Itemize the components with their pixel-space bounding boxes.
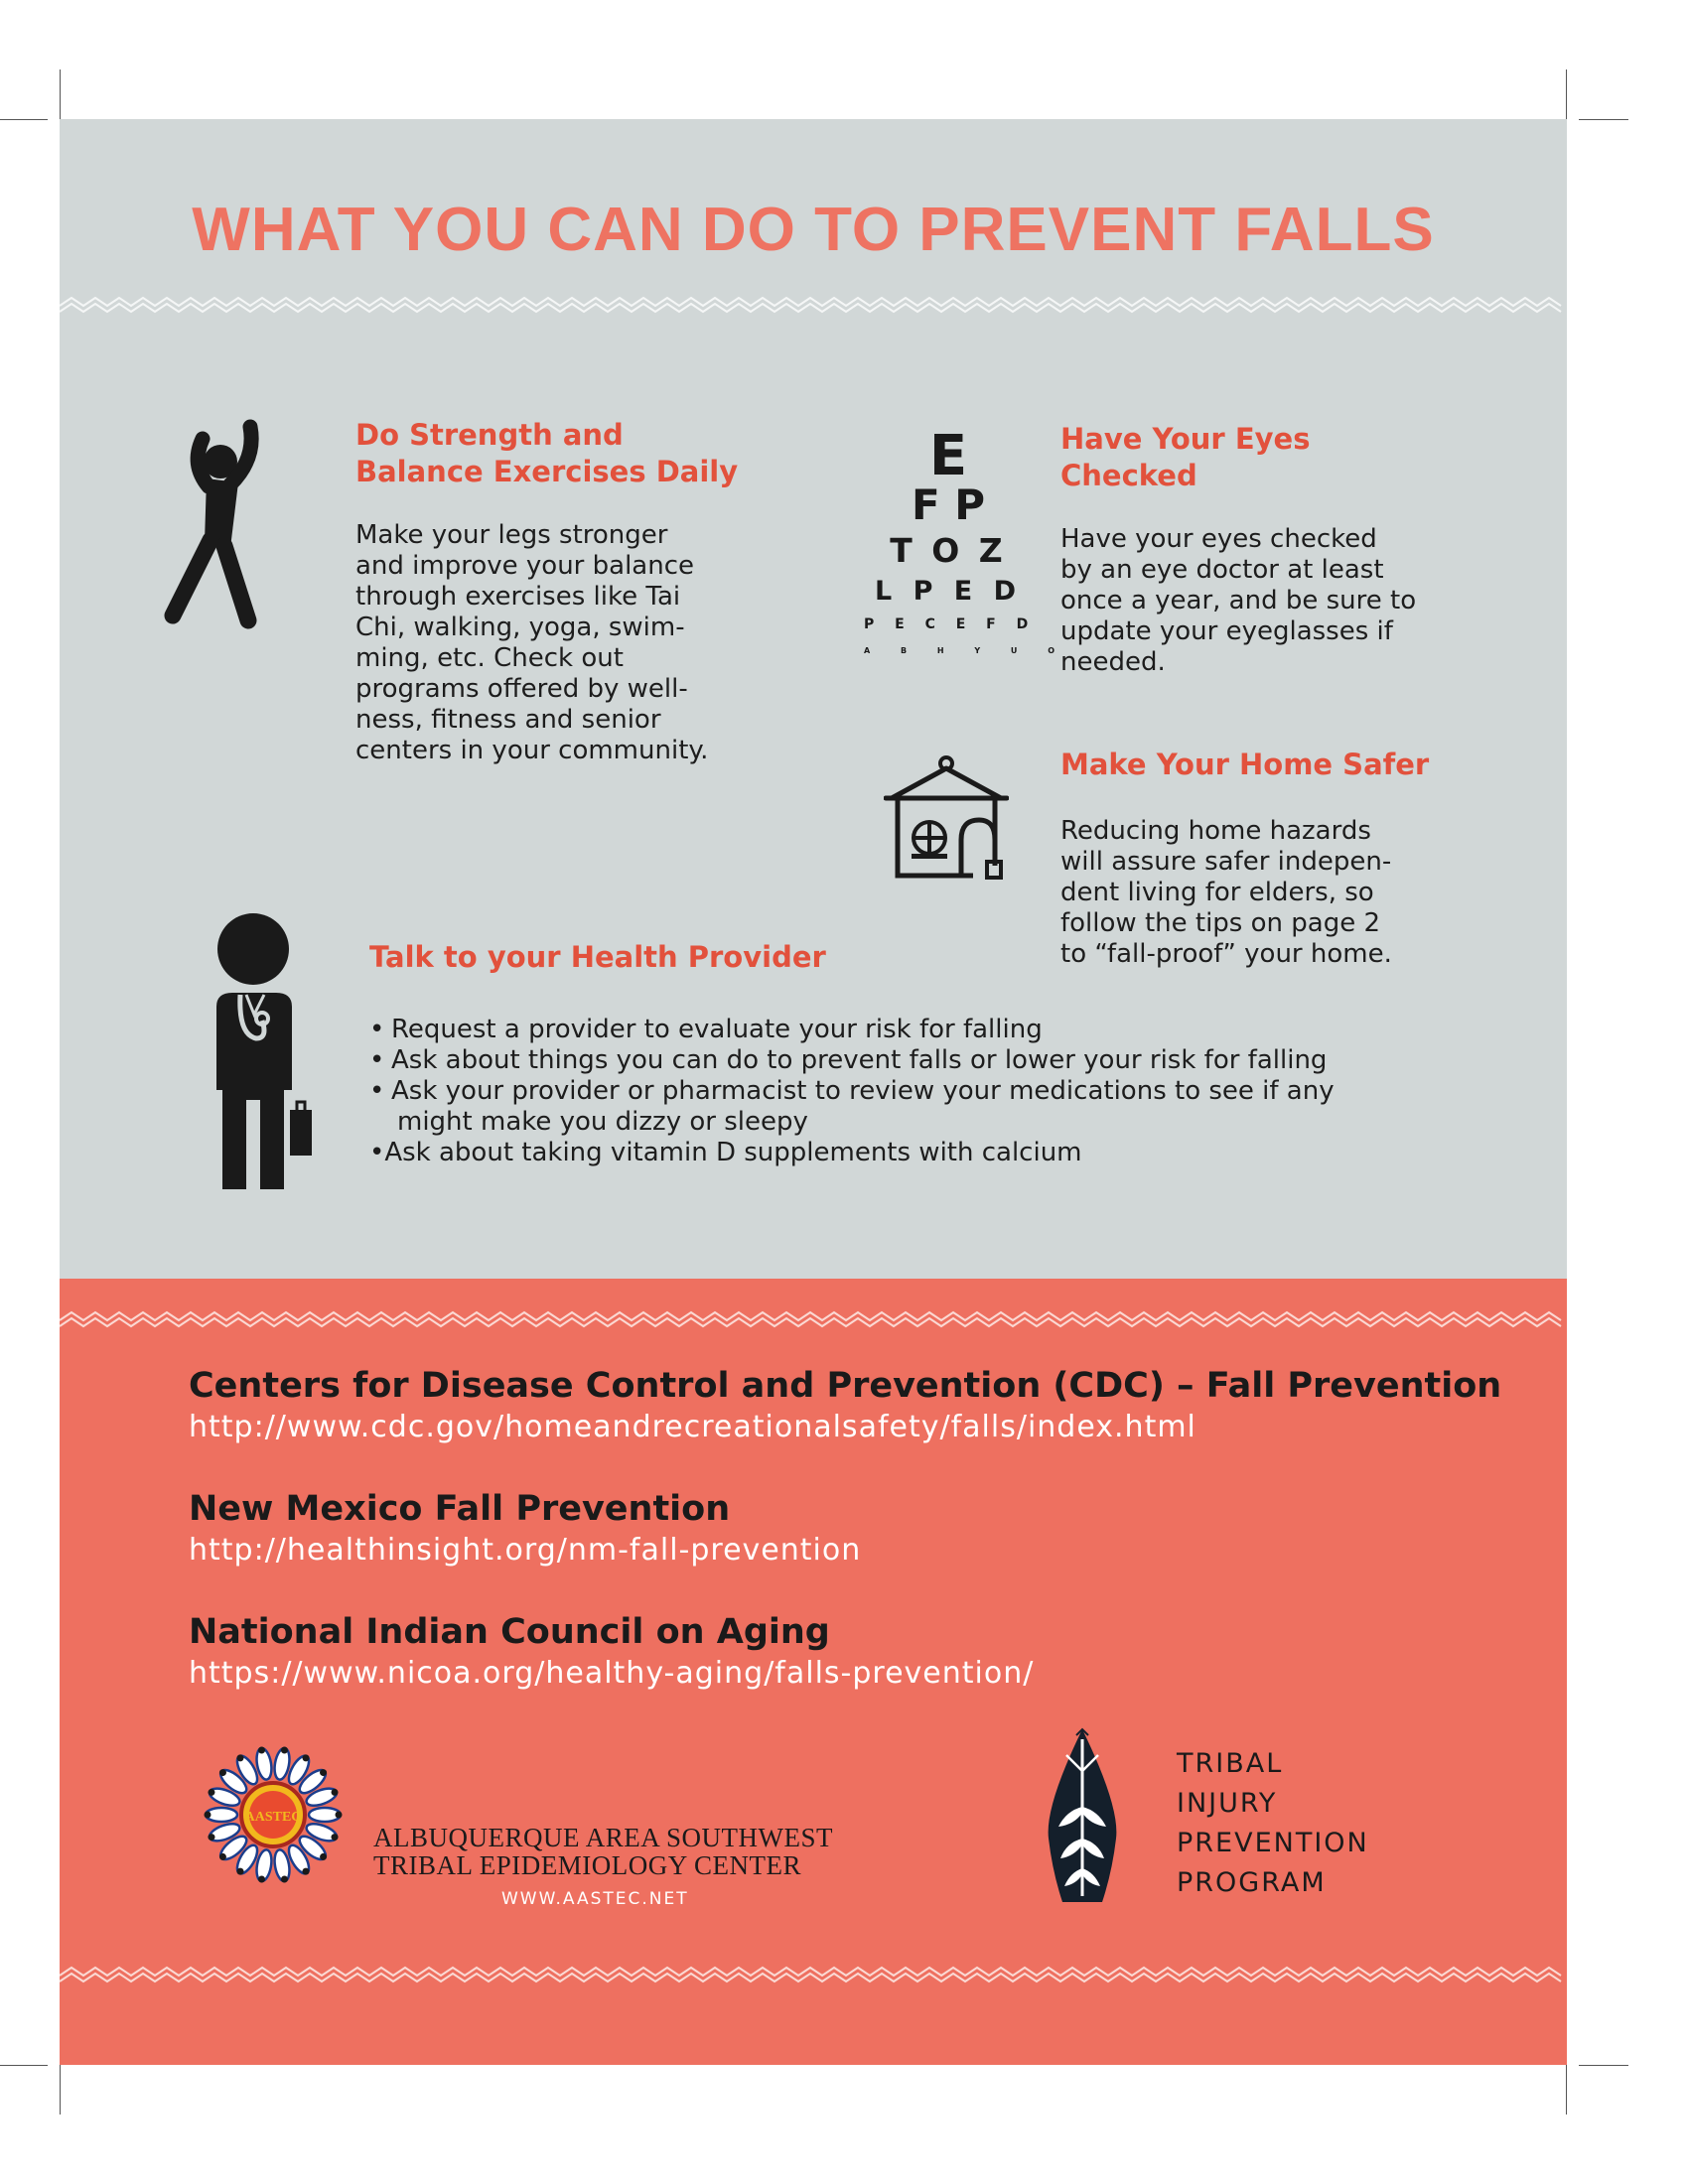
bullet-text: Ask about things you can do to prevent falls or lower your risk for falling <box>391 1045 1328 1075</box>
logo-feather-tip <box>258 1875 265 1882</box>
body-line: programs offered by well- <box>355 674 688 704</box>
body-line: follow the tips on page 2 <box>1060 908 1381 938</box>
exercising-person-icon <box>159 417 278 640</box>
aastec-name-line-2: TRIBAL EPIDEMIOLOGY CENTER <box>373 1850 801 1880</box>
heading-line: Do Strength and <box>355 418 624 452</box>
logo-feather-tip <box>303 1868 310 1875</box>
logo-feather-tip <box>208 1834 214 1841</box>
aastec-website-link[interactable]: WWW.AASTEC.NET <box>501 1889 689 1909</box>
resource-link-nm[interactable]: http://healthinsight.org/nm-fall-prevention <box>189 1533 862 1568</box>
eye-chart-row: L P E D <box>874 576 1023 607</box>
logo-feather-tip <box>332 1834 339 1841</box>
bullet: • <box>369 1045 385 1075</box>
eyes-body <box>1060 524 1416 678</box>
crop-mark <box>1579 2065 1628 2066</box>
crop-mark <box>0 119 48 120</box>
body-line: dent living for elders, so <box>1060 878 1374 907</box>
tipp-name <box>1177 1744 1369 1903</box>
heading-line: Checked <box>1060 459 1197 492</box>
home-body <box>1060 816 1392 970</box>
logo-feather-tip <box>320 1853 327 1860</box>
resource-link-cdc[interactable]: http://www.cdc.gov/homeandrecreationalsafety/falls/index.html <box>189 1410 1196 1444</box>
logo-feather-tip <box>336 1812 343 1819</box>
list-item <box>369 1076 1335 1138</box>
body-line: ness, fitness and senior <box>355 705 661 735</box>
provider-bullet-list <box>369 1015 1335 1168</box>
list-item <box>369 1138 1335 1168</box>
logo-feather-tip <box>281 1747 288 1754</box>
eye-chart-row: E <box>928 424 968 488</box>
logo-feather-tip <box>237 1868 244 1875</box>
zigzag-divider <box>60 1964 1567 1987</box>
body-line: Make your legs stronger <box>355 520 668 550</box>
logo-feather-tip <box>219 1769 226 1776</box>
aastec-logo-text: AASTEC <box>244 1810 302 1825</box>
page-title: WHAT YOU CAN DO TO PREVENT FALLS <box>192 196 1435 264</box>
logo-feather-tip <box>303 1754 310 1761</box>
house-icon <box>884 754 1009 884</box>
resource-title-nicoa: National Indian Council on Aging <box>189 1612 830 1652</box>
logo-feather-tip <box>237 1754 244 1761</box>
body-line: centers in your community. <box>355 736 709 765</box>
heading-line: Balance Exercises Daily <box>355 455 739 488</box>
bullet-text-continued: might make you dizzy or sleepy <box>397 1107 808 1137</box>
exercise-heading <box>355 417 738 490</box>
body-line: by an eye doctor at least <box>1060 555 1384 585</box>
doctor-icon <box>199 911 318 1199</box>
zigzag-divider <box>60 1308 1567 1332</box>
list-item <box>369 1015 1335 1045</box>
logo-feather-tip <box>258 1747 265 1754</box>
resource-title-nm: New Mexico Fall Prevention <box>189 1489 731 1529</box>
bullet-text: Request a provider to evaluate your risk for falling <box>391 1015 1043 1044</box>
body-line: update your eyeglasses if <box>1060 616 1393 646</box>
eye-chart-row: T O Z <box>890 531 1007 570</box>
provider-heading: Talk to your Health Provider <box>369 940 826 974</box>
zigzag-divider <box>60 294 1567 318</box>
arrowhead-logo-icon <box>1033 1727 1132 1902</box>
bullet: • <box>369 1076 385 1106</box>
eye-chart-row: P E C E F D <box>864 616 1037 632</box>
eye-chart-icon <box>864 424 1068 663</box>
bullet-text: Ask your provider or pharmacist to review your medications to see if any <box>391 1076 1335 1106</box>
body-line: Have your eyes checked <box>1060 524 1377 554</box>
bullet-text: Ask about taking vitamin D supplements with calcium <box>384 1138 1082 1167</box>
exercise-body <box>355 520 708 766</box>
eye-chart-row: F P <box>911 480 986 529</box>
body-line: and improve your balance <box>355 551 694 581</box>
body-line: through exercises like Tai <box>355 582 681 612</box>
logo-feather-tip <box>205 1812 211 1819</box>
body-line: Chi, walking, yoga, swim- <box>355 613 685 642</box>
resource-title-cdc: Centers for Disease Control and Prevention (CDC) – Fall Prevention <box>189 1366 1502 1406</box>
bullet: • <box>369 1015 385 1044</box>
body-line: ming, etc. Check out <box>355 643 624 673</box>
logo-feather-tip <box>332 1789 339 1796</box>
heading-line: Have Your Eyes <box>1060 422 1311 456</box>
aastec-name-line-1: ALBUQUERQUE AREA SOUTHWEST <box>373 1823 833 1852</box>
tipp-name-line: PROGRAM <box>1177 1867 1327 1898</box>
eye-chart-row: A B H Y U O <box>864 646 1068 655</box>
body-line: needed. <box>1060 647 1166 677</box>
tipp-name-line: PREVENTION <box>1177 1828 1369 1858</box>
logo-feather-tip <box>281 1875 288 1882</box>
tipp-name-line: TRIBAL <box>1177 1748 1284 1779</box>
crop-mark <box>1579 119 1628 120</box>
logo-feather-tip <box>208 1789 214 1796</box>
logo-feather-tip <box>219 1853 226 1860</box>
body-line: once a year, and be sure to <box>1060 586 1417 615</box>
tipp-name-line: INJURY <box>1177 1788 1278 1819</box>
body-line: will assure safer indepen- <box>1060 847 1392 877</box>
list-item <box>369 1045 1335 1076</box>
body-line: Reducing home hazards <box>1060 816 1371 846</box>
aastec-feather-logo <box>204 1745 343 1884</box>
eyes-heading <box>1060 421 1310 494</box>
logo-feather-tip <box>320 1769 327 1776</box>
home-heading: Make Your Home Safer <box>1060 748 1430 781</box>
crop-mark <box>0 2065 48 2066</box>
bullet: • <box>369 1138 385 1167</box>
resource-link-nicoa[interactable]: https://www.nicoa.org/healthy-aging/falls-prevention/ <box>189 1656 1035 1691</box>
body-line: to “fall-proof” your home. <box>1060 939 1392 969</box>
